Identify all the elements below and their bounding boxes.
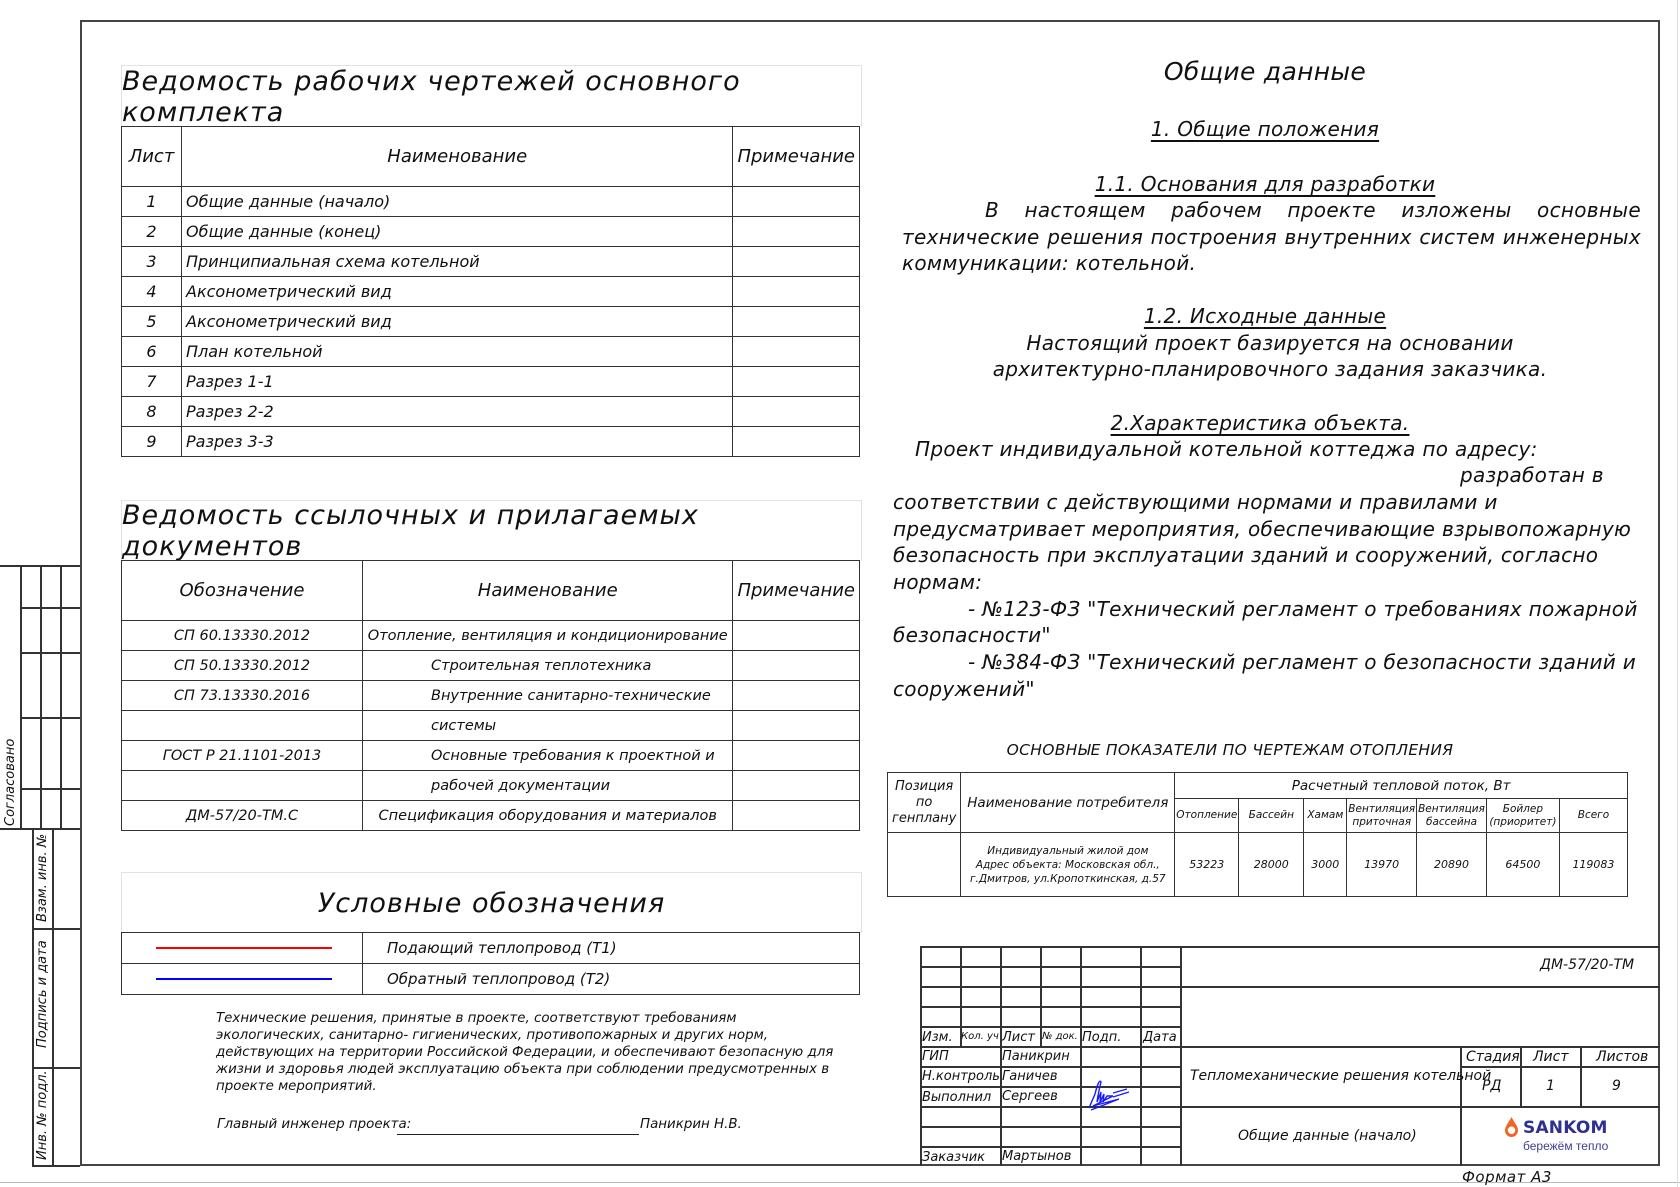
reference-row (122, 801, 860, 831)
drawing-name: Разрез 2-2 (182, 397, 733, 427)
col-header-position (888, 773, 961, 833)
reference-note (733, 621, 860, 651)
heat-flow-column-header (1417, 799, 1487, 833)
sankom-logo (1503, 1115, 1623, 1157)
sign-date-label: Подпись и дата (35, 940, 50, 1048)
paper-format: Формат А3 (1462, 1168, 1552, 1186)
justified-word: основные (1537, 198, 1641, 222)
drawing-sheet-number: 1 (122, 187, 182, 217)
position-header-line: Позиция (895, 778, 954, 794)
legend-label: Обратный теплопровод (Т2) (363, 964, 860, 995)
drawing-sheet-number: 8 (122, 397, 182, 427)
drawing-name: План котельной (182, 337, 733, 367)
heat-flow-column-header (1486, 799, 1559, 833)
drawing-sheet-number: 5 (122, 307, 182, 337)
sheets-label: Листов (1596, 1049, 1649, 1065)
reference-row (122, 681, 860, 711)
drawing-note (733, 397, 860, 427)
reference-row (122, 621, 860, 651)
name-performed: Сергеев (1002, 1089, 1058, 1104)
section-1-1-line-3: коммуникации: котельной. (902, 251, 1197, 275)
justified-word: решения (1047, 225, 1144, 249)
heat-flow-value: 13970 (1347, 833, 1417, 897)
legend-label: Подающий теплопровод (Т1) (363, 933, 860, 964)
header-line: Бассейн (1248, 809, 1294, 821)
header-line: Всего (1577, 809, 1610, 821)
reference-docs-table (121, 560, 860, 831)
legend-title-text: Условные обозначения (317, 887, 666, 919)
drawing-note (733, 187, 860, 217)
header-line: (приоритет) (1489, 815, 1557, 828)
heat-flow-value: 64500 (1486, 833, 1559, 897)
reference-name: системы (363, 711, 733, 741)
heat-flow-column-header (1559, 799, 1627, 833)
reference-row (122, 711, 860, 741)
reference-name: Внутренние санитарно-технические (363, 681, 733, 711)
doc-code: ДМ-57/20-ТМ (1540, 957, 1635, 973)
indicators-row (888, 833, 1628, 897)
tb-header-doc: № док. (1042, 1031, 1078, 1042)
drawing-row (122, 187, 860, 217)
compliance-note-line: жизни и здоровья людей эксплуатацию объекта при соблюдении предусмотренных в (216, 1062, 830, 1077)
sheet-value: 1 (1546, 1078, 1555, 1094)
legend-title (121, 872, 862, 933)
reference-note (733, 741, 860, 771)
drawing-note (733, 247, 860, 277)
section-2-line-10: сооружений" (893, 677, 1035, 701)
section-1-2-heading (1115, 304, 1415, 328)
col-header-sheet: Лист (122, 127, 182, 187)
col-header-code: Обозначение (122, 561, 363, 621)
drawing-sheet-number: 4 (122, 277, 182, 307)
heat-flow-value: 20890 (1417, 833, 1487, 897)
legend-swatch-cell (122, 964, 363, 995)
reference-code: ДМ-57/20-ТМ.С (122, 801, 363, 831)
inv-orig-label: Инв. № подл. (35, 1070, 50, 1160)
reference-note (733, 771, 860, 801)
page-edge-right (1677, 0, 1678, 1187)
reference-name: Отопление, вентиляция и кондиционирование (363, 621, 733, 651)
justified-word: инженерных (1502, 225, 1641, 249)
section-2-heading (1090, 411, 1430, 435)
justified-word: систем (1419, 225, 1496, 249)
drawing-row (122, 307, 860, 337)
position-header-line: по (915, 794, 933, 810)
drawing-name: Разрез 3-3 (182, 427, 733, 457)
section-2-line-6: нормам: (893, 570, 983, 594)
header-line: бассейна (1425, 815, 1478, 828)
col-header-name: Наименование (363, 561, 733, 621)
compliance-note-line: Технические решения, принятые в проекте, соответствуют требованиям (216, 1011, 737, 1026)
section-1-1-line-2 (902, 225, 1641, 249)
section-2-line-3: соответствии с действующими нормами и правилами и (893, 490, 1498, 514)
section-2-heading-text: 2.Характеристика объекта. (1110, 411, 1410, 435)
header-line: Вентиляция (1418, 802, 1485, 815)
name-gip: Паникрин (1002, 1049, 1070, 1064)
drawing-sheet-number: 9 (122, 427, 182, 457)
drawing-row (122, 247, 860, 277)
section-2-line-9: - №384-ФЗ "Технический регламент о безопасности зданий и (968, 650, 1637, 674)
drawing-row (122, 337, 860, 367)
sheet-name: Общие данные (начало) (1238, 1128, 1417, 1144)
handwritten-signature-icon (1085, 1072, 1135, 1112)
reference-docs-title (121, 500, 862, 561)
role-performed: Выполнил (922, 1090, 992, 1105)
indicators-title: ОСНОВНЫЕ ПОКАЗАТЕЛИ ПО ЧЕРТЕЖАМ ОТОПЛЕНИЯ (1006, 741, 1454, 759)
reference-row (122, 651, 860, 681)
section-2-line-1: Проект индивидуальной котельной коттеджа по адресу: (915, 437, 1538, 461)
reference-code (122, 711, 363, 741)
drawings-list-table (121, 126, 860, 457)
drawing-note (733, 427, 860, 457)
tb-header-izm: Изм. (922, 1030, 953, 1045)
inv-replace-label: Взам. инв. № (35, 833, 50, 922)
drawing-sheet-number: 6 (122, 337, 182, 367)
pipe-line-swatch (156, 947, 332, 949)
drawing-note (733, 337, 860, 367)
project-name: Тепломеханические решения котельной (1190, 1068, 1492, 1084)
signature-underline (397, 1134, 639, 1135)
tb-header-list: Лист (1002, 1030, 1035, 1045)
consumer-line: г.Дмитров, ул.Кропоткинская, д.57 (969, 872, 1166, 885)
header-line: Вентиляция (1348, 802, 1416, 815)
drawing-name: Общие данные (конец) (182, 217, 733, 247)
heat-flow-value: 53223 (1175, 833, 1239, 897)
reference-code (122, 771, 363, 801)
row-consumer (961, 833, 1175, 897)
reference-note (733, 711, 860, 741)
section-2-line-4: предусматривает мероприятия, обеспечивающие взрывопожарную (893, 517, 1632, 541)
row-position (888, 833, 961, 897)
role-ncontrol: Н.контроль (922, 1069, 1000, 1084)
drawings-list-title-text: Ведомость рабочих чертежей основного комплекта (122, 65, 741, 128)
header-line: Хамам (1307, 809, 1344, 821)
heat-flow-column-header (1304, 799, 1347, 833)
legend-swatch-cell (122, 933, 363, 964)
drawing-note (733, 307, 860, 337)
tb-header-sign: Подп. (1082, 1030, 1122, 1045)
heat-flow-value: 28000 (1239, 833, 1304, 897)
reference-code: СП 60.13330.2012 (122, 621, 363, 651)
stage-value: РД (1482, 1078, 1502, 1094)
reference-row (122, 771, 860, 801)
heat-flow-value: 119083 (1559, 833, 1627, 897)
reference-docs-title-text: Ведомость ссылочных и прилагаемых документов (122, 500, 699, 562)
tb-header-kol: Кол. уч (961, 1031, 999, 1042)
col-header-note: Примечание (733, 127, 860, 187)
sheets-value: 9 (1612, 1078, 1621, 1094)
logo-name: SANKOM (1523, 1118, 1608, 1138)
indicators-table (887, 772, 1628, 897)
reference-note (733, 681, 860, 711)
pipe-line-swatch (156, 978, 332, 980)
legend-table (121, 932, 860, 995)
header-line: Отопление (1176, 809, 1238, 821)
col-header-consumer: Наименование потребителя (961, 773, 1175, 833)
justified-word: технические (902, 225, 1040, 249)
col-header-heat-flow-group: Расчетный тепловой поток, Вт (1175, 773, 1628, 799)
drawing-name: Аксонометрический вид (182, 307, 733, 337)
section-2-line-2: разработан в (1460, 463, 1604, 487)
section-1-heading-text: 1. Общие положения (1150, 117, 1380, 141)
header-line: Бойлер (1502, 802, 1544, 815)
section-2-line-8: безопасности" (893, 623, 1051, 647)
consumer-line: Адрес объекта: Московская обл., (975, 858, 1160, 871)
drawing-name: Разрез 1-1 (182, 367, 733, 397)
role-customer: Заказчик (922, 1150, 986, 1165)
col-header-note: Примечание (733, 561, 860, 621)
reference-row (122, 741, 860, 771)
tb-header-date: Дата (1143, 1030, 1177, 1045)
reference-code: СП 50.13330.2012 (122, 651, 363, 681)
name-customer: Мартынов (1002, 1149, 1072, 1164)
reference-name: Спецификация оборудования и материалов (363, 801, 733, 831)
section-1-2-line-2: архитектурно-планировочного задания заказчика. (992, 357, 1548, 381)
compliance-note (216, 1010, 833, 1095)
section-1-2-heading-text: 1.2. Исходные данные (1143, 304, 1387, 328)
legend-row (122, 933, 860, 964)
compliance-note-line: экологических, санитарно- гигиенических, противопожарных и других норм, (216, 1028, 768, 1043)
reference-note (733, 651, 860, 681)
role-gip: ГИП (922, 1049, 949, 1064)
drawing-note (733, 217, 860, 247)
reference-code: ГОСТ Р 21.1101-2013 (122, 741, 363, 771)
drawing-sheet-number: 7 (122, 367, 182, 397)
drawing-row (122, 427, 860, 457)
drawing-row (122, 367, 860, 397)
general-data-title: Общие данные (1163, 57, 1367, 86)
reference-note (733, 801, 860, 831)
reference-code: СП 73.13330.2016 (122, 681, 363, 711)
consumer-line: Индивидуальный жилой дом (987, 844, 1149, 857)
justified-word: внутренних (1284, 225, 1412, 249)
header-line: приточная (1352, 815, 1412, 828)
page-edge (0, 1182, 1680, 1183)
col-header-name: Наименование (182, 127, 733, 187)
agreed-label: Согласовано (3, 738, 18, 826)
drawing-sheet-number: 3 (122, 247, 182, 277)
drawings-list-title (121, 65, 862, 127)
justified-word: настоящем (1024, 198, 1146, 222)
position-header-line: генплану (892, 810, 957, 826)
chief-engineer-label: Главный инженер проекта: (217, 1117, 412, 1132)
drawing-name: Аксонометрический вид (182, 277, 733, 307)
drawing-note (733, 277, 860, 307)
section-1-1-heading (1065, 172, 1465, 196)
drawing-name: Принципиальная схема котельной (182, 247, 733, 277)
stage-label: Стадия (1466, 1049, 1520, 1065)
drawing-sheet-number: 2 (122, 217, 182, 247)
section-1-heading (1130, 117, 1400, 141)
heat-flow-column-header (1239, 799, 1304, 833)
logo-tagline: бережём тепло (1523, 1139, 1609, 1153)
compliance-note-line: действующих на территории Российской Федерации, и обеспечивают безопасную для (216, 1045, 834, 1060)
justified-word: проекте (1287, 198, 1376, 222)
justified-word: изложены (1401, 198, 1512, 222)
compliance-note-line: проекте мероприятий. (216, 1079, 377, 1094)
drawing-row (122, 217, 860, 247)
section-1-2-line-1: Настоящий проект базируется на основании (1026, 331, 1514, 355)
drawing-row (122, 397, 860, 427)
section-1-1-heading-text: 1.1. Основания для разработки (1094, 172, 1436, 196)
chief-engineer-name: Паникрин Н.В. (640, 1117, 742, 1132)
justified-word: рабочем (1171, 198, 1262, 222)
drawing-name: Общие данные (начало) (182, 187, 733, 217)
reference-name: рабочей документации (363, 771, 733, 801)
reference-name: Основные требования к проектной и (363, 741, 733, 771)
justified-word: В (985, 198, 1000, 222)
justified-word: построения (1150, 225, 1277, 249)
name-ncontrol: Ганичев (1002, 1069, 1058, 1084)
drawing-note (733, 367, 860, 397)
section-2-line-7: - №123-ФЗ "Технический регламент о требованиях пожарной (968, 597, 1638, 621)
drawing-row (122, 277, 860, 307)
heat-flow-column-header (1347, 799, 1417, 833)
flame-drop-icon (1503, 1116, 1520, 1138)
reference-name: Строительная теплотехника (363, 651, 733, 681)
section-2-line-5: безопасность при эксплуатации зданий и сооружений, согласно (893, 543, 1599, 567)
section-1-1-line-1 (985, 198, 1641, 222)
heat-flow-value: 3000 (1304, 833, 1347, 897)
heat-flow-column-header (1175, 799, 1239, 833)
legend-row (122, 964, 860, 995)
sheet-label: Лист (1533, 1049, 1569, 1065)
